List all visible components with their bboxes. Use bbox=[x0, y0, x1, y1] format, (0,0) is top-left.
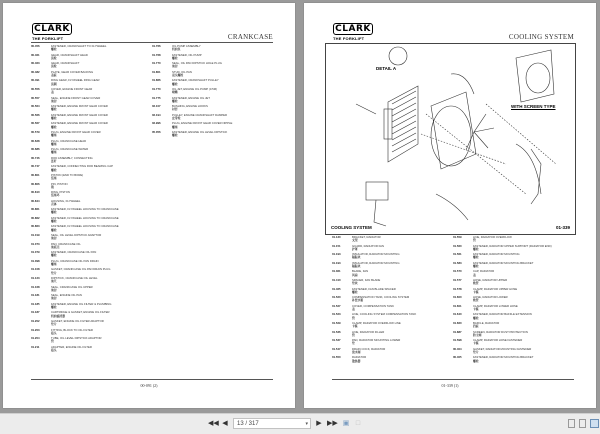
part-description-cn: 油尺 bbox=[51, 279, 57, 284]
part-description-cn: 螺栓 bbox=[352, 289, 358, 294]
part-description: DRAIN COCK, RADIATOR 放水阀 bbox=[352, 348, 453, 354]
exploded-view-drawing bbox=[326, 44, 575, 234]
part-description: CLAMP, RADIATOR HOSE FASTENER 卡箍 bbox=[473, 339, 574, 345]
part-row bbox=[31, 45, 152, 54]
part-description: CLAMP, RADIATOR UPPER HOSE 卡箍 bbox=[473, 288, 574, 294]
part-description-cn: 垫片 bbox=[51, 322, 57, 327]
part-description-cn: 接头 bbox=[51, 347, 57, 352]
part-description: CLAMP, RADIATOR LOWER HOSE 卡箍 bbox=[473, 305, 574, 311]
part-description-cn: 管 bbox=[352, 315, 355, 320]
part-number: 01.577 bbox=[453, 277, 462, 282]
part-description: PLUG, ENGINE FRONT GEAR COVER 螺塞 bbox=[51, 131, 152, 137]
part-description-cn: 油封 bbox=[51, 296, 57, 301]
part-description: GEAR, CRANKSHAFT HEAD 齿轮 bbox=[51, 54, 152, 60]
part-row bbox=[152, 62, 273, 71]
part-description: PAN, CRANKCASE OIL 油底壳 bbox=[51, 243, 152, 249]
part-description-cn: 油封 bbox=[172, 64, 178, 69]
part-number: 01.887 bbox=[453, 329, 462, 334]
part-number: 01.193 bbox=[332, 252, 341, 257]
part-number: 00.628 bbox=[31, 138, 40, 143]
part-description-cn: 卡箍 bbox=[352, 324, 358, 329]
part-description: BRACKET, RADIATOR 支架 bbox=[352, 236, 453, 242]
part-description: OIL PUMP ASSEMBLY 机油泵 bbox=[172, 45, 273, 51]
part-description: FASTENER, OIL PUMP 螺栓 bbox=[172, 54, 273, 60]
part-description: FASTENER, FLYWHEEL HOUSING TO CRANKCASE 螺栓 bbox=[51, 208, 152, 214]
part-row bbox=[332, 356, 453, 365]
part-description-cn: 齿轮 bbox=[51, 64, 57, 69]
part-number: 00.801 bbox=[31, 172, 40, 177]
part-row bbox=[31, 131, 152, 140]
clark-logo bbox=[32, 23, 72, 41]
part-description: OIL JET, ENGINE OIL PUMP (0.5M) 喷嘴 bbox=[172, 88, 273, 94]
clark-logo bbox=[333, 23, 373, 41]
part-description-cn: 风扇 bbox=[352, 272, 358, 277]
fit-page-icon[interactable]: □ bbox=[355, 420, 361, 427]
part-description-cn: 螺栓 bbox=[51, 305, 57, 310]
part-description-cn: 螺塞 bbox=[51, 133, 57, 138]
footer-rule bbox=[332, 379, 574, 380]
part-description: FASTENER, ENGINE OIL LEVEL DIPSTICK 螺栓 bbox=[172, 131, 273, 137]
part-description: FASTENER, CONNECTING ROD BEARING CAP 螺栓 bbox=[51, 165, 152, 171]
part-description-cn: 螺栓 bbox=[51, 253, 57, 258]
chevron-down-icon[interactable]: ▾ bbox=[305, 421, 308, 427]
part-description: HOSE, RADIATOR UPPER 软管 bbox=[473, 279, 574, 285]
logo-tagline: THE FORKLIFT bbox=[333, 36, 365, 41]
part-description-cn: 壳体 bbox=[51, 201, 57, 206]
part-number: 01.600 bbox=[453, 295, 462, 300]
part-description: HOUSING, FLYWHEEL 壳体 bbox=[51, 200, 152, 206]
part-number: 01.598 bbox=[453, 338, 462, 343]
part-description: FASTENER, FLYWHEEL HOUSING TO CRANKCASE 螺栓 bbox=[51, 225, 152, 231]
part-description: PAD, RADIATOR MOUNTING LOWER 垫 bbox=[352, 339, 453, 345]
continuous-view-icon[interactable] bbox=[579, 419, 586, 428]
part-row bbox=[31, 165, 152, 174]
part-description: LINE, RADIATOR OVERFLOW 管 bbox=[473, 236, 574, 242]
viewer-toolbar bbox=[0, 413, 600, 434]
part-description-cn: 活塞环 bbox=[51, 193, 60, 198]
diagram-caption: COOLING SYSTEM bbox=[331, 225, 372, 230]
part-description: PLUG, CRANKCASE OIL PAN DRAIN 螺塞 bbox=[51, 260, 152, 266]
part-row bbox=[332, 339, 453, 348]
parts-column-2 bbox=[453, 236, 574, 365]
part-row bbox=[453, 313, 574, 322]
part-description-cn: 螺栓 bbox=[51, 107, 57, 112]
part-number: 01.640 bbox=[453, 312, 462, 317]
part-number: 01.559 bbox=[453, 235, 462, 239]
part-description-cn: 垫片 bbox=[473, 349, 479, 354]
part-description-cn: 油封 bbox=[51, 287, 57, 292]
part-number: 01.202 bbox=[31, 319, 40, 323]
part-row bbox=[31, 234, 152, 243]
part-description-cn: 螺栓 bbox=[51, 47, 57, 52]
part-description-cn: 螺栓 bbox=[473, 315, 479, 320]
part-description: GUARD, RADIATOR FAN 护罩 bbox=[352, 245, 453, 251]
part-description-cn: 连杆 bbox=[51, 158, 57, 163]
next-page-icon[interactable]: ▶ bbox=[316, 420, 322, 427]
part-description: RADIATOR 散热器 bbox=[352, 356, 453, 362]
part-number: 01.123 bbox=[31, 276, 40, 281]
part-number: 01.203 bbox=[31, 327, 40, 332]
page-number-input[interactable] bbox=[233, 418, 311, 429]
part-description: COVER, ENGINE FRONT GEAR 盖 bbox=[51, 88, 152, 94]
part-number: 01.098 bbox=[31, 258, 40, 263]
part-number: 01.019 bbox=[31, 233, 40, 238]
part-description-cn: 护罩 bbox=[352, 246, 358, 251]
parts-list bbox=[332, 236, 574, 365]
part-description-cn: 软管 bbox=[473, 298, 479, 303]
part-description: FASTENER, RADIATOR MOUNTING 螺栓 bbox=[473, 253, 574, 259]
part-description: FASTENER, ENGINE FRONT GEAR COVER 螺栓 bbox=[51, 114, 152, 120]
part-number: 01.601 bbox=[453, 303, 462, 308]
part-row bbox=[31, 174, 152, 183]
part-description-cn: 螺栓 bbox=[473, 358, 479, 363]
part-description: PIN, PISTON 销 bbox=[51, 183, 152, 189]
part-description-cn: 螺栓 bbox=[172, 55, 178, 60]
part-description-cn: 防尘网 bbox=[473, 332, 482, 337]
part-number: 01.866 bbox=[152, 78, 161, 83]
last-page-icon[interactable]: ▶▶ bbox=[327, 420, 338, 427]
part-description: SEAL, OIL LEVEL DIPSTICK ADAPTOR 油封 bbox=[51, 234, 152, 240]
part-description: SEAL, OIL PAN DIPSTICK HOLE PLUG 油封 bbox=[172, 62, 273, 68]
part-number: 01.570 bbox=[453, 269, 462, 274]
part-description-cn: 挡板 bbox=[473, 324, 479, 329]
part-description-cn: 油封 bbox=[51, 236, 57, 241]
part-number: 01.801 bbox=[152, 69, 161, 74]
rotate-icon[interactable]: ▣ bbox=[342, 420, 350, 427]
prev-page-icon[interactable]: ◀ bbox=[222, 420, 228, 427]
part-number: 01.181 bbox=[31, 293, 40, 298]
part-description-cn: 放水阀 bbox=[352, 349, 361, 354]
part-number: 00.405 bbox=[453, 355, 462, 360]
part-description-cn: 接头 bbox=[51, 330, 57, 335]
part-description: CLAMP, RADIATOR OVERFLOW LINE 卡箍 bbox=[352, 322, 453, 328]
part-description: FASTENER, RADIATOR UPPER SUPPORT (RADIATOR END) 螺栓 bbox=[473, 245, 574, 251]
part-description-cn: 螺栓 bbox=[51, 219, 57, 224]
diagram-number: 01-339 bbox=[555, 225, 570, 230]
part-description: GEAR, CRANKSHAFT 齿轮 bbox=[51, 62, 152, 68]
part-description-cn: 螺栓 bbox=[51, 227, 57, 232]
part-number: 00.863 bbox=[31, 224, 40, 229]
part-description: TUBE, OIL LEVEL DIPSTICK ADAPTOR 管 bbox=[51, 337, 152, 343]
part-description: PISTON (END TO BORE) 活塞 bbox=[51, 174, 152, 180]
part-number: 00.806 bbox=[31, 181, 40, 186]
part-description-cn: 盖 bbox=[473, 272, 476, 277]
part-number: 00.461 bbox=[31, 52, 40, 57]
page-footer: 01-339 (1) bbox=[441, 383, 459, 388]
part-number: 01.536 bbox=[332, 329, 341, 334]
part-number: 00.686 bbox=[31, 147, 40, 152]
part-number: 00.747 bbox=[31, 164, 40, 169]
parts-column-1 bbox=[332, 236, 453, 365]
part-description: PLUG, CRANKCASE WATER 螺塞 bbox=[51, 148, 152, 154]
part-description-cn: 补偿水箱 bbox=[352, 298, 364, 303]
part-description-cn: 螺塞 bbox=[51, 262, 57, 267]
part-description-cn: 齿轮 bbox=[51, 55, 57, 60]
part-number: 01.550 bbox=[332, 355, 341, 360]
part-description: FASTENER, FAN BLADE SPACER 螺栓 bbox=[352, 288, 453, 294]
part-description: HOSE, RADIATOR LOWER 软管 bbox=[473, 296, 574, 302]
logo-brand: CLARK bbox=[333, 23, 373, 35]
part-description: FASTENER, ENGINE FRONT GEAR COVER 螺栓 bbox=[51, 105, 152, 111]
parts-column-1 bbox=[31, 45, 152, 354]
part-row bbox=[31, 191, 152, 200]
part-description: FITTING, BLOCK TO OIL FILTER 接头 bbox=[51, 329, 152, 335]
part-description: ROD ASSEMBLY, CONNECTING 连杆 bbox=[51, 157, 152, 163]
part-number: 01.560 bbox=[453, 243, 462, 248]
part-description-cn: 垫 bbox=[352, 341, 355, 346]
part-description: FASTENER, RADIATOR MOUNTING BRACKET 螺栓 bbox=[473, 262, 574, 268]
first-page-icon[interactable]: ◀◀ bbox=[208, 420, 219, 427]
part-description-cn: 螺栓 bbox=[473, 255, 479, 260]
section-title: CRANKCASE bbox=[227, 33, 273, 41]
part-description-cn: 活塞 bbox=[51, 176, 57, 181]
part-description-cn: 螺栓 bbox=[51, 124, 57, 129]
part-description: BUSHING, ENGINE HOOKS 衬套 bbox=[172, 105, 273, 111]
part-number: 01.108 bbox=[31, 267, 40, 272]
part-description: ADAPTER, ENGINE OIL FILTER 接头 bbox=[51, 346, 152, 352]
part-description: COVER, COMPENSATION TANK 盖 bbox=[352, 305, 453, 311]
part-description-cn: 机油泵 bbox=[172, 47, 181, 52]
part-description-cn: 隔振块 bbox=[352, 255, 361, 260]
part-number: 01.151 bbox=[332, 243, 341, 248]
part-number: 01.168 bbox=[31, 284, 40, 289]
part-description-cn: 机油滤清器 bbox=[51, 313, 65, 318]
part-description: SCREEN, RADIATOR DUST PROTECTION 防尘网 bbox=[473, 331, 574, 337]
part-description-cn: 螺塞 bbox=[172, 124, 178, 129]
part-number: 01.529 bbox=[332, 320, 341, 325]
screen-type-label: WITH SCREEN TYPE bbox=[511, 104, 556, 109]
part-number: 00.404 bbox=[453, 346, 462, 351]
page-indicator: 13 / 317 bbox=[237, 421, 259, 427]
part-description: CAP, RADIATOR 盖 bbox=[473, 270, 574, 276]
part-description-cn: 盖 bbox=[51, 90, 54, 95]
part-number: 01.775 bbox=[152, 95, 161, 100]
parts-column-2 bbox=[152, 45, 273, 354]
part-row bbox=[453, 356, 574, 365]
part-number: 01.766 bbox=[152, 44, 161, 48]
part-description-cn: 螺栓 bbox=[172, 133, 178, 138]
part-description-cn: 螺栓 bbox=[172, 81, 178, 86]
part-description: SEAL, ENGINE FRONT GEAR COVER 油封 bbox=[51, 97, 152, 103]
part-description-cn: 散热器 bbox=[352, 358, 361, 363]
part-number: 00.567 bbox=[31, 121, 40, 126]
part-number: 01.130 bbox=[332, 235, 341, 239]
part-description-cn: 卡箍 bbox=[473, 306, 479, 311]
page-footer: 00-091 (2) bbox=[140, 383, 158, 388]
part-description-cn: 管 bbox=[51, 339, 54, 344]
part-description: FASTENER, FLYWHEEL HOUSING TO CRANKCASE 螺栓 bbox=[51, 217, 152, 223]
part-number: 00.810 bbox=[31, 190, 40, 195]
part-description: STUD, OIL PAN 双头螺栓 bbox=[172, 71, 273, 77]
part-number: 01.211 bbox=[31, 344, 40, 349]
part-description-cn: 垫块 bbox=[352, 281, 358, 286]
part-number: 00.746 bbox=[31, 155, 40, 160]
part-number: 01.193 bbox=[332, 260, 341, 265]
part-description-cn: 螺栓 bbox=[172, 98, 178, 103]
part-description: INSULATOR, RADIATOR MOUNTING 隔振块 bbox=[352, 253, 453, 259]
part-number: 00.579 bbox=[31, 129, 40, 134]
part-description-cn: 螺塞 bbox=[51, 141, 57, 146]
logo-brand: CLARK bbox=[32, 23, 72, 35]
part-description: LINE, RADIATOR FILLER 管 bbox=[352, 331, 453, 337]
part-description: LINE, COOLING SYSTEM COMPENSATION TANK 管 bbox=[352, 313, 453, 319]
part-description-cn: 管 bbox=[473, 238, 476, 243]
part-description: PLUG, ENGINE FRONT GEAR COVER NIPPLE 螺塞 bbox=[172, 122, 273, 128]
part-description: CARTRIDGE & GASKET, ENGINE OIL FILTER 机油滤清器 bbox=[51, 311, 152, 317]
left-page bbox=[3, 3, 295, 408]
right-page bbox=[304, 3, 596, 408]
part-number: 00.564 bbox=[31, 104, 40, 109]
part-description: GASKET, CRANKCASE OIL PAN DRAIN PLUG 垫片 bbox=[51, 268, 152, 274]
part-description: PLATE, GEAR COVER BACKING 盖板 bbox=[51, 71, 152, 77]
part-description-cn: 卡箍 bbox=[473, 289, 479, 294]
part-number: 02.107 bbox=[152, 104, 161, 109]
part-description: BLADE, FAN 风扇 bbox=[352, 270, 453, 276]
part-number: 00.491 bbox=[31, 78, 40, 83]
part-description: GASKET, ENGINE OIL FILTER ADAPTOR 垫片 bbox=[51, 320, 152, 326]
part-number: 01.185 bbox=[31, 301, 40, 306]
part-description-cn: 螺栓 bbox=[473, 263, 479, 268]
part-description-cn: 支架 bbox=[352, 238, 358, 243]
part-description: SEAL, CRANKCASE OIL UPPER 油封 bbox=[51, 286, 152, 292]
part-number: 01.079 bbox=[31, 250, 40, 255]
parts-list bbox=[31, 45, 273, 354]
part-description-cn: 油底壳 bbox=[51, 244, 60, 249]
part-description-cn: 盖板 bbox=[51, 72, 57, 77]
part-description: SPACER, FAN BLADE 垫块 bbox=[352, 279, 453, 285]
part-description-cn: 垫片 bbox=[51, 270, 57, 275]
part-number: 00.463 bbox=[31, 61, 40, 66]
part-row bbox=[453, 270, 574, 279]
part-row bbox=[332, 236, 453, 245]
part-description-cn: 螺栓 bbox=[473, 246, 479, 251]
part-description: GASKET, RADIATOR MOUNTING FASTENER 垫片 bbox=[473, 348, 574, 354]
part-description-cn: 卡箍 bbox=[473, 341, 479, 346]
part-description-cn: 销 bbox=[51, 184, 54, 189]
part-number: 01.073 bbox=[31, 241, 40, 246]
part-description: FASTENER, ENGINE OIL JET 螺栓 bbox=[172, 97, 273, 103]
part-number: 00.557 bbox=[31, 95, 40, 100]
part-number: 00.456 bbox=[31, 44, 40, 48]
part-number: 00.482 bbox=[31, 69, 40, 74]
part-description-cn: 衬套 bbox=[172, 107, 178, 112]
part-description: FASTENER, CRANKSHAFT TO FLYWHEEL 螺栓 bbox=[51, 45, 152, 51]
part-description: FASTENER, ENGINE OIL FILTER & PLUMBING 螺栓 bbox=[51, 303, 152, 309]
part-number: 01.561 bbox=[453, 252, 462, 257]
part-row bbox=[332, 270, 453, 279]
part-description-cn: 齿圈 bbox=[51, 81, 57, 86]
section-title: COOLING SYSTEM bbox=[508, 33, 574, 41]
part-description-cn: 管 bbox=[352, 332, 355, 337]
part-number: 00.862 bbox=[31, 215, 40, 220]
part-description: RING GEAR, FLYWHEEL RING GEAR 齿圈 bbox=[51, 79, 152, 85]
part-description: RING, PISTON 活塞环 bbox=[51, 191, 152, 197]
part-description-cn: 皮带轮 bbox=[172, 115, 181, 120]
part-description: SEAL, ENGINE OIL PAN 油封 bbox=[51, 294, 152, 300]
part-description-cn: 螺栓 bbox=[51, 167, 57, 172]
part-number: 01.520 bbox=[332, 295, 341, 300]
part-number: 01.204 bbox=[31, 336, 40, 341]
detail-a-label: DETAIL A bbox=[376, 66, 397, 71]
part-number: 02.194 bbox=[152, 112, 161, 117]
cooling-system-diagram bbox=[325, 43, 576, 235]
part-number: 02.996 bbox=[152, 121, 161, 126]
part-number: 01.770 bbox=[152, 86, 161, 91]
footer-rule bbox=[31, 379, 273, 380]
part-description: BAFFLE, RADIATOR 挡板 bbox=[473, 322, 574, 328]
part-row bbox=[152, 131, 273, 140]
part-description-cn: 螺栓 bbox=[51, 210, 57, 215]
logo-tagline: THE FORKLIFT bbox=[32, 36, 64, 41]
part-description-cn: 双头螺栓 bbox=[172, 72, 184, 77]
part-row bbox=[152, 45, 273, 54]
part-number: 01.547 bbox=[332, 346, 341, 351]
part-number: 00.566 bbox=[31, 112, 40, 117]
part-description: DIPSTICK, CRANKCASE OIL LEVEL 油尺 bbox=[51, 277, 152, 283]
part-description-cn: 螺栓 bbox=[51, 115, 57, 120]
part-description-cn: 螺塞 bbox=[51, 150, 57, 155]
part-description-cn: 油封 bbox=[51, 98, 57, 103]
part-number: 00.844 bbox=[31, 198, 40, 203]
part-description: FASTENER, RADIATOR MOUNTING BRACKET 螺栓 bbox=[473, 356, 574, 362]
part-description: COMPENSATION TANK, COOLING SYSTEM 补偿水箱 bbox=[352, 296, 453, 302]
two-page-view-icon[interactable] bbox=[590, 419, 599, 428]
part-description-cn: 软管 bbox=[473, 281, 479, 286]
part-description-cn: 盖 bbox=[352, 306, 355, 311]
part-description: FASTENER, RADIATOR BAFFLE EXTENSION 螺栓 bbox=[473, 313, 574, 319]
part-description: INSULATOR, RADIATOR MOUNTING 隔振块 bbox=[352, 262, 453, 268]
part-number: 01.361 bbox=[332, 269, 341, 274]
part-row bbox=[332, 322, 453, 331]
part-number: 01.578 bbox=[453, 286, 462, 291]
part-description: FASTENER, ENGINE FRONT GEAR COVER 螺栓 bbox=[51, 122, 152, 128]
single-page-view-icon[interactable] bbox=[568, 419, 575, 428]
part-description: PLUG, CRANKCASE HEAD 螺塞 bbox=[51, 140, 152, 146]
part-description: FASTENER, CRANKCASE OIL PAN 螺栓 bbox=[51, 251, 152, 257]
part-number: 01.583 bbox=[453, 260, 462, 265]
part-number: 01.660 bbox=[453, 320, 462, 325]
header-rule bbox=[31, 42, 273, 43]
part-number: 01.537 bbox=[332, 338, 341, 343]
part-description: FASTENER, CRANKSHAFT PULLEY 螺栓 bbox=[172, 79, 273, 85]
part-row bbox=[31, 346, 152, 355]
part-number: 05.056 bbox=[152, 129, 161, 134]
part-number: 00.861 bbox=[31, 207, 40, 212]
part-number: 01.768 bbox=[152, 52, 161, 57]
part-description-cn: 隔振块 bbox=[352, 263, 361, 268]
part-number: 01.770 bbox=[152, 61, 161, 66]
part-number: 01.410 bbox=[332, 277, 341, 282]
part-number: 01.187 bbox=[31, 310, 40, 315]
part-number: 01.527 bbox=[332, 303, 341, 308]
part-number: 01.523 bbox=[332, 312, 341, 317]
part-number: 01.465 bbox=[332, 286, 341, 291]
part-description-cn: 喷嘴 bbox=[172, 90, 178, 95]
part-description: PULLEY, ENGINE CRANKSHAFT DAMPER 皮带轮 bbox=[172, 114, 273, 120]
part-row bbox=[152, 88, 273, 97]
part-number: 00.556 bbox=[31, 86, 40, 91]
